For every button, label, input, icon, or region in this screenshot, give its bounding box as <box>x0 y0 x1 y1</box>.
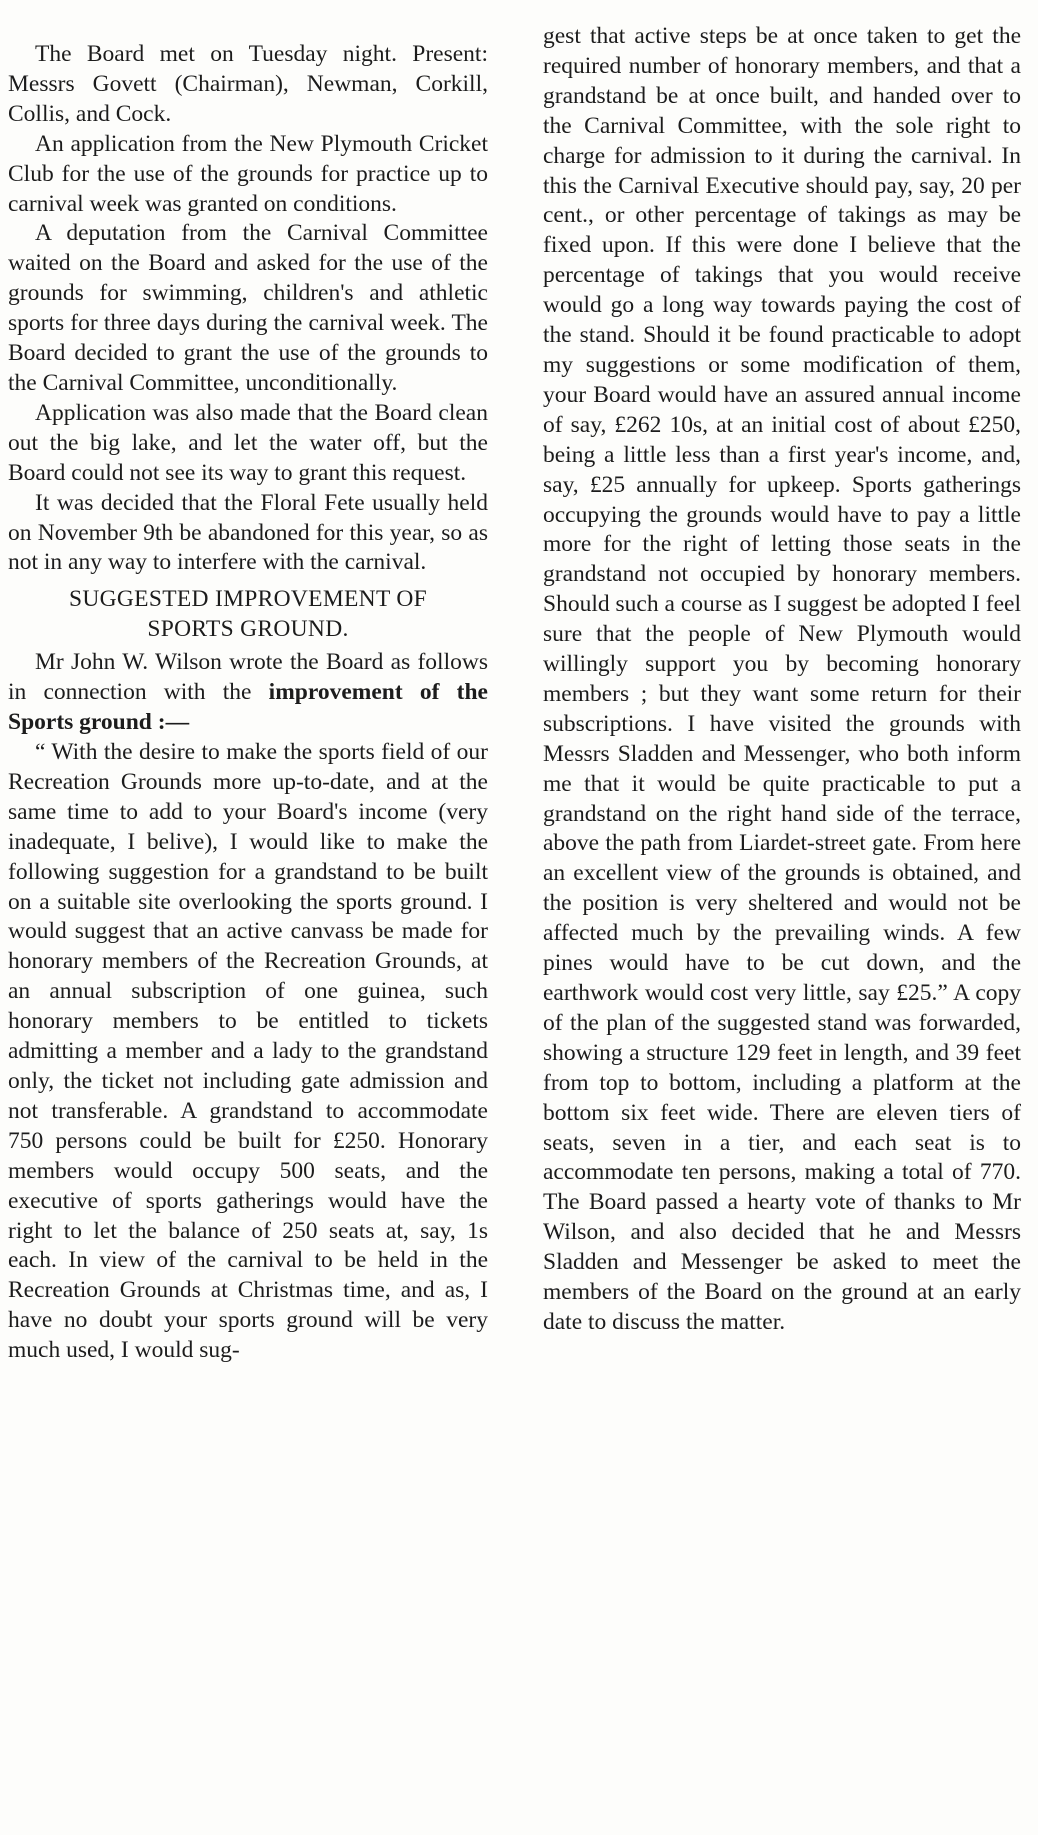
wilson-intro-text: Mr John W. Wilson wrote the Board as follows in connection with the <box>8 649 488 706</box>
wilson-letter-continuation: gest that active steps be at once taken to get the required number of honorary members, and that a grandstand be at once built, and handed over to the Carnival Committee, with the sole right to charge for admission to it during the carnival. In this the Carnival Executive should pay, say, 20 per cent., or other percentage of takings as may be fixed upon. If this were done I believe that the percentage of takings that you would receive would go a long way towards paying the cost of the stand. Should it be found practicable to adopt my suggestions or some modification of them, your Board would have an assured annual income of say, £262 10s, at an initial cost of about £250, being a little less than a first year's income, and, say, £25 annually for upkeep. Sports gatherings occupying the grounds would have to pay a little more for the right of letting those seats in the grandstand not occupied by honorary members. Should such a course as I suggest be adopted I feel sure that the people of New Plymouth would willingly support you by becoming honorary members ; but they want some return for their subscriptions. I have visited the grounds with Messrs Sladden and Messenger, who both inform me that it would be quite practicable to put a grandstand on the right hand side of the terrace, above the path from Liardet-street gate. From here an excellent view of the grounds is obtained, and the position is very sheltered and would not be affected much by the prevailing winds. A few pines would have to be cut down, and the earthwork would cost very little, say £25.” A copy of the plan of the suggested stand was forwarded, showing a structure 129 feet in length, and 39 feet from top to bottom, including a platform at the bottom six feet wide. There are eleven tiers of seats, seven in a tier, and each seat is to accommodate ten persons, making a total of 770. The Board passed a hearty vote of thanks to Mr Wilson, and also decided that he and Messrs Sladden and Messenger be asked to meet the members of the Board on the ground at an early date to discuss the matter. <box>543 23 1021 1335</box>
carnival-deputation-paragraph: A deputation from the Carnival Committee waited on the Board and asked for the use of the grounds for swimming, children's and athletic sports for three days during the carnival week. The Board decided to grant the use of the grounds to the Carnival Committee, unconditionally. <box>8 220 488 396</box>
board-meeting-paragraph: The Board met on Tuesday night. Present: Messrs Govett (Chairman), Newman, Corkill, Collis, and Cock. <box>8 41 488 127</box>
left-column <box>8 40 488 1366</box>
wilson-intro-paragraph <box>8 648 488 738</box>
cricket-club-paragraph: An application from the New Plymouth Cricket Club for the use of the grounds for practice up to carnival week was granted on conditions. <box>8 130 488 217</box>
big-lake-paragraph: Application was also made that the Board clean out the big lake, and let the water off, but the Board could not see its way to grant this request. <box>8 399 488 486</box>
right-column <box>543 22 1021 1338</box>
wilson-letter-paragraph: “ With the desire to make the sports field of our Recreation Grounds more up-to-date, and at the same time to add to your Board's income (very inadequate, I belive), I would like to make the following suggestion for a grandstand to be built on a suitable site overlooking the sports ground. I would suggest that an active canvass be made for honorary members of the Recreation Grounds, at an annual subscription of one guinea, such honorary members to be entitled to tickets admitting a member and a lady to the grandstand only, the ticket not including gate admission and not transferable. A grandstand to accommodate 750 persons could be built for £250. Honorary members would occupy 500 seats, and the executive of sports gatherings would have the right to let the balance of 250 seats at, say, 1s each. In view of the carnival to be held in the Recreation Grounds at Christmas time, and as, I have no doubt your sports ground will be very much used, I would sug- <box>8 739 488 1364</box>
section-heading-line-2: SPORTS GROUND. <box>147 616 349 643</box>
wilson-intro-bold-text: improvement of the Sports ground :— <box>8 679 488 736</box>
section-heading <box>8 584 488 644</box>
floral-fete-paragraph: It was decided that the Floral Fete usually held on November 9th be abandoned for this year, so as not in any way to interfere with the carnival. <box>8 489 488 576</box>
section-heading-line-1: SUGGESTED IMPROVEMENT OF <box>69 586 427 613</box>
